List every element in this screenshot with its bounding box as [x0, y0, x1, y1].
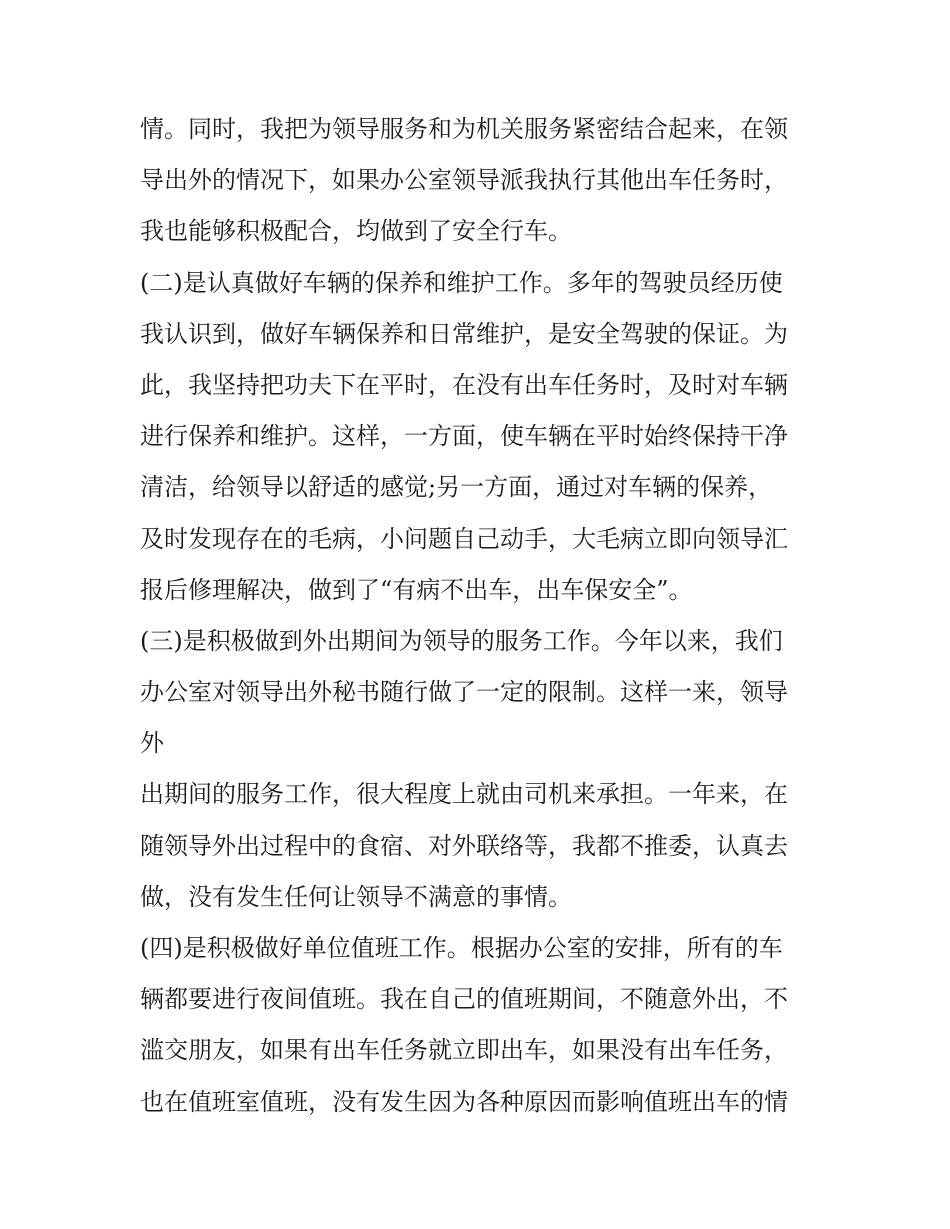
- text-line: 此，我坚持把功夫下在平时，在没有出车任务时，及时对车辆: [140, 370, 788, 399]
- body-text: [140, 104, 820, 1128]
- text-line: 进行保养和维护。这样，一方面，使车辆在平时始终保持干净: [140, 422, 788, 451]
- text-line: (三)是积极做到外出期间为领导的服务工作。今年以来，我们: [140, 626, 783, 655]
- text-line: 我认识到，做好车辆保养和日常维护，是安全驾驶的保证。为: [140, 319, 788, 348]
- text-line: 外: [140, 729, 164, 758]
- text-line: 随领导外出过程中的食宿、对外联络等，我都不推委，认真去: [140, 831, 788, 860]
- text-line: 辆都要进行夜间值班。我在自己的值班期间，不随意外出，不: [140, 985, 788, 1014]
- text-line: 滥交朋友，如果有出车任务就立即出车，如果没有出车任务，: [140, 1036, 788, 1065]
- text-line: (二)是认真做好车辆的保养和维护工作。多年的驾驶员经历使: [140, 268, 783, 297]
- text-line: 出期间的服务工作，很大程度上就由司机来承担。一年来，在: [140, 780, 788, 809]
- text-line: 清洁，给领导以舒适的感觉;另一方面，通过对车辆的保养，: [140, 473, 773, 502]
- text-line: 办公室对领导出外秘书随行做了一定的限制。这样一来，领导: [140, 678, 788, 707]
- text-line: 我也能够积极配合，均做到了安全行车。: [140, 217, 572, 246]
- text-line: 及时发现存在的毛病，小问题自己动手，大毛病立即向领导汇: [140, 524, 788, 553]
- text-line: (四)是积极做好单位值班工作。根据办公室的安排，所有的车: [140, 934, 783, 962]
- text-line: 导出外的情况下，如果办公室领导派我执行其他出车任务时，: [140, 166, 788, 195]
- text-line: 情。同时，我把为领导服务和为机关服务紧密结合起来，在领: [140, 115, 788, 143]
- text-line: 也在值班室值班，没有发生因为各种原因而影响值班出车的情: [140, 1087, 788, 1116]
- text-line: 报后修理解决，做到了“有病不出车，出车保安全”。: [140, 575, 693, 604]
- text-line: 做，没有发生任何让领导不满意的事情。: [140, 882, 572, 911]
